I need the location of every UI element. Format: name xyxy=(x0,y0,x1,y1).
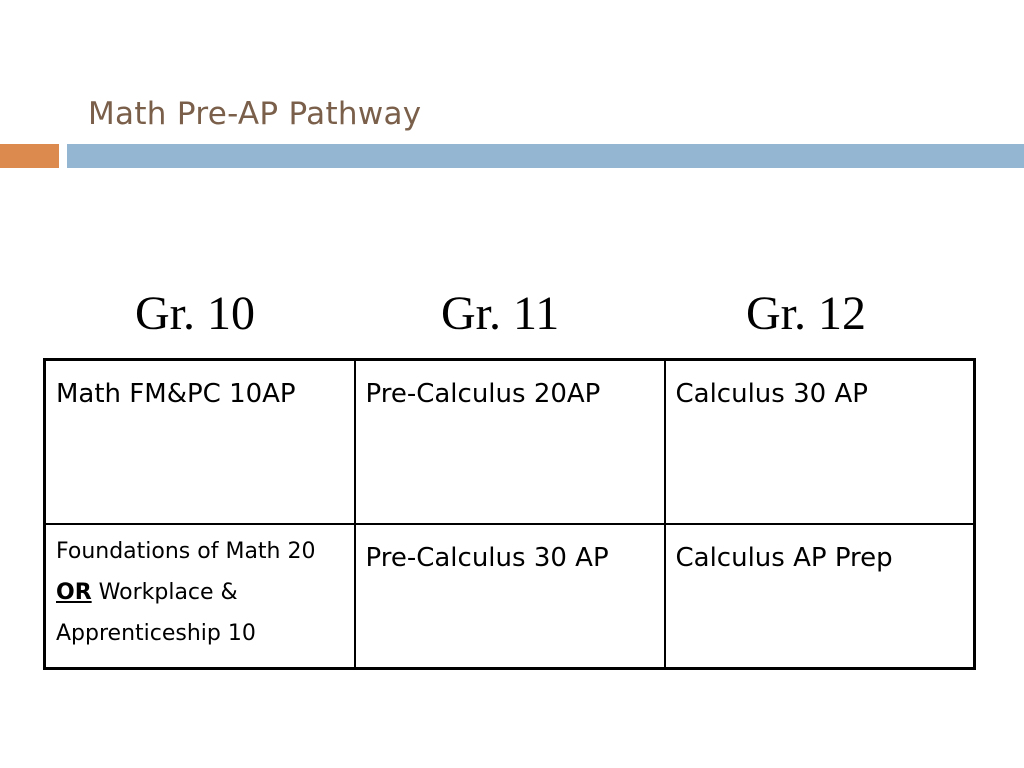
table-row xyxy=(45,360,975,524)
table-cell xyxy=(665,524,975,669)
cell-text-calculus-ap-prep: Calculus AP Prep xyxy=(675,542,893,573)
accent-bar-orange xyxy=(0,144,59,168)
cell-text-math-fmpc-10ap: Math FM&PC 10AP xyxy=(56,379,296,409)
grade-11-heading: Gr. 11 xyxy=(441,287,560,340)
cell-text-foundations-or-workplace xyxy=(56,531,344,654)
or-text: OR xyxy=(56,579,92,605)
table-cell xyxy=(45,524,355,669)
table-cell xyxy=(355,360,665,524)
table-row xyxy=(45,524,975,669)
cell-text-pre-calculus-20ap: Pre-Calculus 20AP xyxy=(365,379,601,409)
grade-10-heading: Gr. 10 xyxy=(135,287,255,340)
workplace-text: Workplace & Apprenticeship 10 xyxy=(56,579,256,646)
pathway-table xyxy=(43,358,976,670)
cell-text-calculus-30-ap: Calculus 30 AP xyxy=(675,379,868,409)
slide-title: Math Pre-AP Pathway xyxy=(88,96,422,132)
table-cell xyxy=(355,524,665,669)
accent-bar-blue xyxy=(67,144,1024,168)
table-cell xyxy=(665,360,975,524)
cell-text-pre-calculus-30-ap: Pre-Calculus 30 AP xyxy=(365,542,609,573)
foundations-text: Foundations of Math 20 xyxy=(56,538,316,564)
table-cell xyxy=(45,360,355,524)
grade-12-heading: Gr. 12 xyxy=(746,287,866,340)
